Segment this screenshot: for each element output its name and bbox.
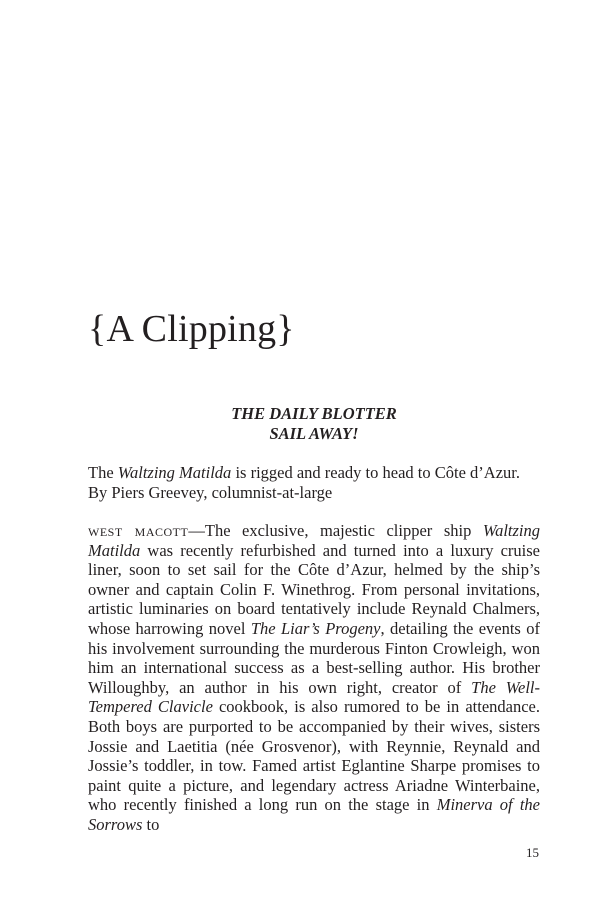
article-dateline: west macott [88, 521, 189, 540]
body-segment-5: to [142, 814, 160, 834]
ship-name: Waltzing Matilda [88, 521, 541, 560]
page-number: 15 [526, 845, 539, 860]
body-segment-1: —The exclusive, majestic clipper ship [188, 521, 483, 540]
article-subhead [88, 463, 548, 503]
article-paragraph [88, 521, 540, 835]
body-segment-2: was recently refurbished and turned into a luxury cruise liner, soon to set sail for the Côte d’Azur, helmed by the ship’s owner and captain Colin F. Winethrog. From personal invitations, artistic luminaries on board tentatively include Reynald Chalmers, whose harrowing novel [88, 540, 540, 638]
article-headline: SAIL AWAY! [269, 424, 359, 443]
article-body [88, 521, 540, 835]
cookbook-title: The Well-Tempered Clavicle [88, 677, 540, 717]
article-byline: By Piers Greevey, columnist-at-large [88, 483, 333, 502]
deck-text-pre: The [88, 463, 118, 482]
play-title: Minerva of the Sorrows [88, 795, 540, 834]
deck-ship-name: Waltzing Matilda [117, 463, 232, 482]
deck-text-post: is rigged and ready to head to Côte d’Azur. [231, 463, 520, 482]
body-segment-4: cookbook, is also rumored to be in attendance. Both boys are purported to be accompanied by their wives, sisters Jossie and Laetitia (née Grosvenor), with Reynnie, Reynald and Jossie’s toddler, in tow. Famed artist Eglantine Sharpe promises to paint quite a picture, and legendary actress Ariadne Winterbaine, who recently finished a long run on the stage in [88, 697, 540, 815]
novel-title: The Liar’s Progeny [250, 618, 381, 638]
newspaper-name: THE DAILY BLOTTER [231, 404, 397, 423]
article-deck [88, 463, 548, 483]
newspaper-masthead [88, 404, 540, 444]
body-segment-3: , detailing the events of his involvement surrounding the murderous Finton Crowleigh, won him an international success as a best-selling author. His brother Willoughby, an author in his own right, creator of [88, 618, 540, 697]
chapter-title: {A Clipping} [88, 308, 295, 350]
